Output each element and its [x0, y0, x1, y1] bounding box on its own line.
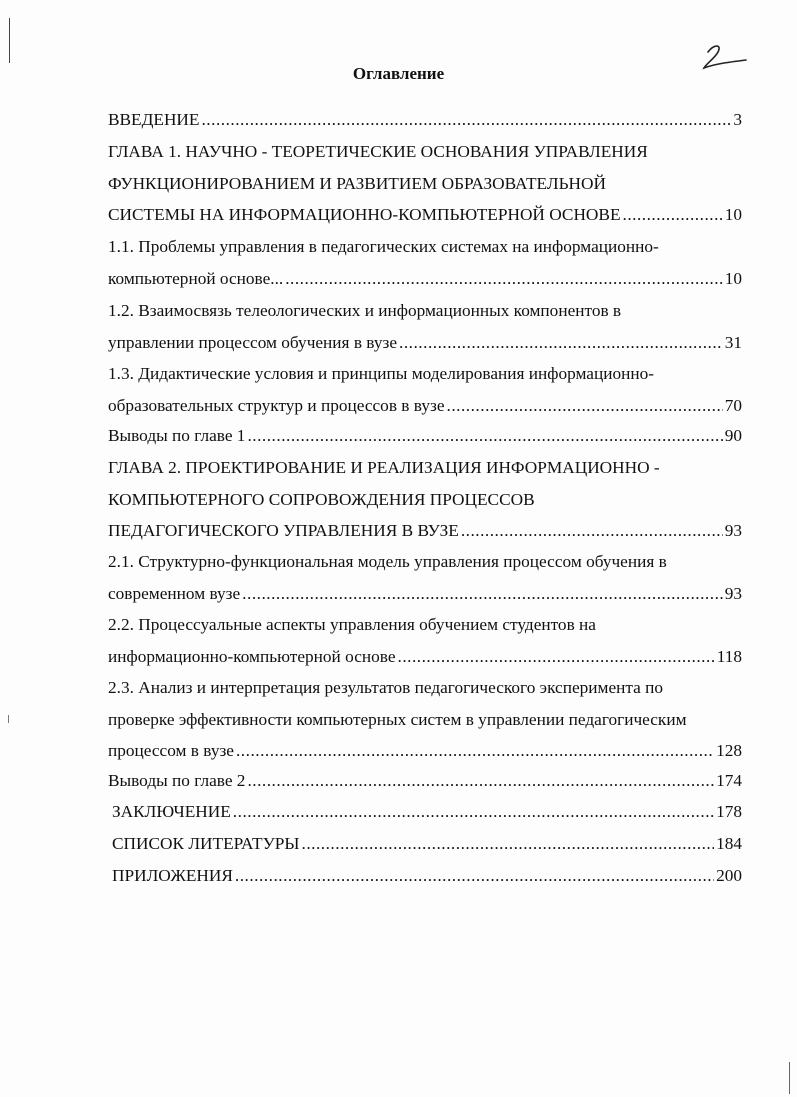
toc-entry-line — [112, 834, 742, 856]
toc-entry-continuation — [108, 615, 596, 637]
dot-leader — [398, 647, 715, 667]
toc-page-number: 70 — [724, 395, 742, 415]
toc-entry-text: Выводы по главе 1 — [108, 426, 246, 445]
dot-leader — [247, 771, 714, 791]
toc-entry-line — [108, 396, 742, 418]
toc-page-number: 90 — [724, 426, 742, 445]
toc-page-number: 10 — [724, 205, 742, 224]
toc-page-number: 128 — [716, 741, 742, 760]
toc-entry-text: проверке эффективности компьютерных систем в управлении педагогическим — [108, 709, 687, 729]
toc-entry-text: ЗАКЛЮЧЕНИЕ — [112, 802, 231, 821]
toc-entry-line — [112, 802, 742, 824]
dot-leader — [236, 741, 714, 761]
dot-leader — [233, 802, 714, 822]
toc-entry-text: компьютерной основе... — [108, 268, 284, 288]
dot-leader — [302, 834, 715, 854]
toc-entry-text: СПИСОК ЛИТЕРАТУРЫ — [112, 834, 300, 853]
toc-entry-line — [108, 426, 742, 448]
toc-entry-line — [108, 584, 742, 606]
toc-page-number: 10 — [724, 268, 742, 288]
toc-entry-continuation — [108, 552, 667, 574]
toc-entry-line — [108, 333, 742, 355]
dot-leader — [461, 521, 723, 541]
toc-entry-text: 1.3. Дидактические условия и принципы моделирования информационно- — [108, 364, 654, 383]
dot-leader — [399, 333, 723, 353]
toc-page-number: 184 — [716, 834, 742, 853]
toc-entry-line — [108, 647, 742, 669]
toc-page-number: 3 — [733, 110, 742, 129]
toc-page-number: 31 — [724, 332, 742, 352]
toc-entry-text: 1.2. Взаимосвязь телеологических и информационных компонентов в — [108, 301, 622, 320]
toc-entry-continuation — [108, 678, 663, 700]
toc-page-number: 93 — [724, 521, 742, 540]
toc-entry-text: ГЛАВА 2. ПРОЕКТИРОВАНИЕ И РЕАЛИЗАЦИЯ ИНФОРМАЦИОННО - — [108, 458, 660, 477]
toc-entry-text: современном вузе — [108, 583, 241, 603]
dot-leader — [247, 426, 722, 446]
toc-entry-text: Выводы по главе 2 — [108, 771, 246, 790]
toc-entry-continuation — [108, 237, 659, 259]
toc-entry-line — [108, 110, 742, 132]
toc-entry-text: 1.1. Проблемы управления в педагогических системах на информационно- — [108, 237, 659, 256]
toc-entry-text: процессом в вузе — [108, 741, 234, 760]
toc-entry-line — [108, 771, 742, 793]
toc-entry-text: управлении процессом обучения в вузе — [108, 332, 398, 352]
toc-entry-continuation — [108, 174, 606, 196]
dot-leader — [447, 396, 723, 416]
toc-entry-text: ПРИЛОЖЕНИЯ — [112, 866, 233, 885]
toc-entry-text: образовательных структур и процессов в вузе — [108, 395, 445, 415]
toc-entry-continuation — [108, 142, 648, 164]
toc-page-number: 200 — [716, 866, 742, 885]
toc-entry-continuation — [108, 301, 621, 323]
dot-leader — [242, 584, 723, 604]
toc-entry-text: ВВЕДЕНИЕ — [108, 110, 200, 129]
toc-entry-continuation — [108, 458, 660, 480]
toc-entry-continuation — [108, 710, 687, 732]
toc-entry-text: ГЛАВА 1. НАУЧНО - ТЕОРЕТИЧЕСКИЕ ОСНОВАНИЯ УПРАВЛЕНИЯ — [108, 142, 648, 161]
toc-entry-text: КОМПЬЮТЕРНОГО СОПРОВОЖДЕНИЯ ПРОЦЕССОВ — [108, 489, 535, 509]
toc-entry-text: 2.1. Структурно-функциональная модель управления процессом обучения в — [108, 552, 667, 571]
toc-entry-line — [108, 521, 742, 543]
toc-entry-line — [112, 866, 742, 888]
toc-page-number: 118 — [716, 646, 742, 666]
dot-leader — [201, 110, 731, 130]
toc-entry-text: ФУНКЦИОНИРОВАНИЕМ И РАЗВИТИЕМ ОБРАЗОВАТЕЛЬНОЙ — [108, 173, 606, 193]
toc-entry-text: 2.3. Анализ и интерпретация результатов педагогического эксперимента по — [108, 678, 664, 697]
dot-leader — [285, 269, 723, 289]
toc-page-number: 93 — [724, 583, 742, 603]
toc-entry-text: СИСТЕМЫ НА ИНФОРМАЦИОННО-КОМПЬЮТЕРНОЙ ОСНОВЕ — [108, 205, 621, 224]
toc-page-number: 174 — [716, 771, 742, 790]
toc-entry-continuation — [108, 490, 535, 512]
dot-leader — [623, 205, 723, 225]
toc-entry-text: ПЕДАГОГИЧЕСКОГО УПРАВЛЕНИЯ В ВУЗЕ — [108, 521, 459, 540]
toc-entry-continuation — [108, 364, 654, 386]
toc-entry-text: информационно-компьютерной основе — [108, 646, 396, 666]
toc-entry-line — [108, 205, 742, 227]
toc-entry-line — [108, 741, 742, 763]
toc-title: Оглавление — [352, 64, 445, 83]
toc-entry-text: 2.2. Процессуальные аспекты управления обучением студентов на — [108, 615, 596, 634]
toc-entry-line — [108, 269, 742, 291]
toc-page-number: 178 — [716, 802, 742, 821]
dot-leader — [235, 866, 714, 886]
